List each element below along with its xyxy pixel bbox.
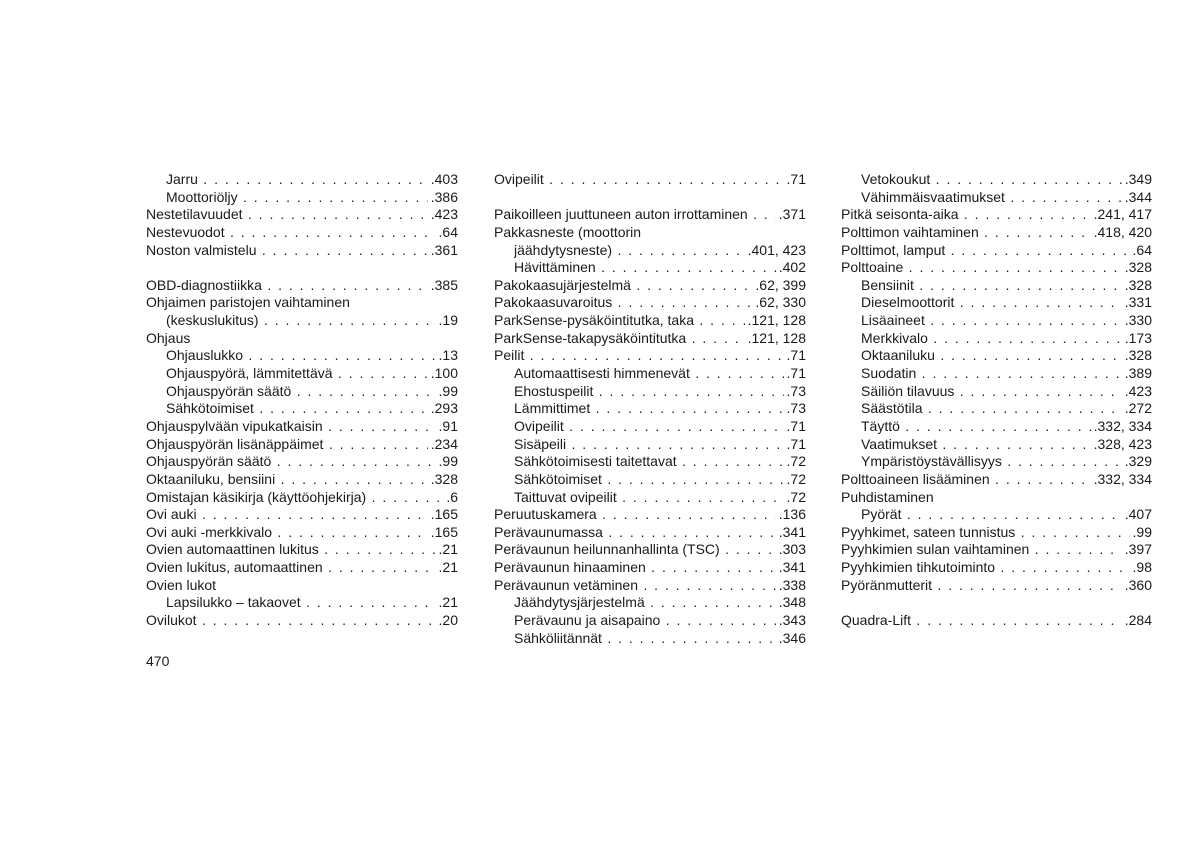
entry-title: Ovilukot . . . — [146, 612, 458, 630]
entry-page-ref: .293 — [428, 400, 458, 418]
entry-title: Ohjauspyörän lisänäppäimet . . . — [146, 436, 458, 454]
page-number: 470 — [146, 653, 170, 669]
entry-page-ref: .397 — [1122, 541, 1152, 559]
entry-page-ref: .241, 417 — [1091, 206, 1152, 224]
entry-title: Polttimot, lamput . . . — [841, 242, 1152, 260]
entry-title: Pitkä seisonta-aika . . . — [841, 206, 1152, 224]
index-spacer — [146, 259, 458, 277]
entry-title: Pyyhkimien sulan vaihtaminen . . . — [841, 541, 1152, 559]
index-subentry — [146, 365, 458, 383]
index-entry — [146, 242, 458, 260]
entry-page-ref: .21 — [436, 594, 458, 612]
index-subentry — [494, 242, 806, 260]
index-entry — [146, 453, 458, 471]
index-subentry — [146, 400, 458, 418]
entry-title: Noston valmistelu . . . — [146, 242, 458, 260]
index-subentry — [841, 453, 1152, 471]
entry-page-ref: .234 — [428, 436, 458, 454]
entry-title: Ohjauspyörän säätö . . . — [166, 383, 458, 401]
entry-page-ref: .71 — [784, 418, 806, 436]
entry-title: Perävaunun heilunnanhallinta (TSC) . . . — [494, 541, 806, 559]
entry-title: Sähkötoimiset . . . — [166, 400, 458, 418]
entry-page-ref: .338 — [776, 577, 806, 595]
index-entry — [146, 294, 458, 312]
entry-title: Quadra-Lift . . . — [841, 612, 1152, 630]
entry-title: Ovi auki . . . — [146, 506, 458, 524]
index-subentry — [841, 436, 1152, 454]
entry-title: Taittuvat ovipeilit . . . — [514, 489, 806, 507]
entry-page-ref: .173 — [1122, 330, 1152, 348]
entry-title: Ohjauslukko . . . — [166, 347, 458, 365]
index-subentry — [494, 471, 806, 489]
entry-page-ref: .99 — [436, 453, 458, 471]
index-subentry — [841, 400, 1152, 418]
entry-title: Ehostuspeilit . . . — [514, 383, 806, 401]
entry-page-ref: .19 — [436, 312, 458, 330]
index-entry — [494, 559, 806, 577]
entry-title: Automaattisesti himmenevät . . . — [514, 365, 806, 383]
index-subentry — [841, 171, 1152, 189]
index-entry — [146, 612, 458, 630]
entry-page-ref: .272 — [1122, 400, 1152, 418]
index-subentry — [841, 347, 1152, 365]
entry-page-ref: .328 — [1122, 259, 1152, 277]
index-entry — [146, 224, 458, 242]
entry-page-ref: .361 — [428, 242, 458, 260]
index-entry — [841, 242, 1152, 260]
entry-title: Ovi auki -merkkivalo . . . — [146, 524, 458, 542]
entry-page-ref: .136 — [776, 506, 806, 524]
entry-page-ref: .344 — [1122, 189, 1152, 207]
entry-page-ref: .328 — [428, 471, 458, 489]
index-entry — [494, 347, 806, 365]
entry-title: Puhdistaminen — [841, 488, 934, 505]
entry-title: ParkSense-pysäköintitutka, taka . . . — [494, 312, 806, 330]
index-subentry — [841, 277, 1152, 295]
entry-page-ref: .303 — [776, 541, 806, 559]
entry-page-ref: .423 — [1122, 383, 1152, 401]
entry-page-ref: .329 — [1122, 453, 1152, 471]
entry-title: Sähkötoimiset . . . — [514, 471, 806, 489]
index-column-1 — [146, 171, 458, 630]
entry-page-ref: .62, 399 — [752, 277, 806, 295]
entry-page-ref: .332, 334 — [1091, 418, 1152, 436]
entry-page-ref: .348 — [776, 594, 806, 612]
entry-page-ref: .121, 128 — [745, 312, 806, 330]
entry-title: Ohjaus — [146, 329, 191, 346]
index-entry — [146, 524, 458, 542]
entry-title: Jarru . . . — [166, 171, 458, 189]
entry-title: Sisäpeili . . . — [514, 436, 806, 454]
entry-page-ref: .401, 423 — [745, 242, 806, 260]
index-entry — [841, 577, 1152, 595]
entry-title: Pyyhkimien tihkutoiminto . . . — [841, 559, 1152, 577]
index-entry — [841, 524, 1152, 542]
entry-page-ref: .62, 330 — [752, 294, 806, 312]
entry-title: Bensiinit . . . — [861, 277, 1152, 295]
index-subentry — [146, 347, 458, 365]
entry-title: Dieselmoottorit . . . — [861, 294, 1152, 312]
index-entry — [494, 277, 806, 295]
entry-title: Omistajan käsikirja (käyttöohjekirja) . . . — [146, 489, 458, 507]
index-entry — [494, 171, 806, 189]
entry-page-ref: .402 — [776, 259, 806, 277]
entry-title: Suodatin . . . — [861, 365, 1152, 383]
entry-page-ref: .71 — [784, 347, 806, 365]
entry-title: Nestetilavuudet . . . — [146, 206, 458, 224]
index-entry — [146, 206, 458, 224]
entry-title: Perävaunumassa . . . — [494, 524, 806, 542]
index-entry — [146, 489, 458, 507]
index-entry — [146, 277, 458, 295]
entry-page-ref: .349 — [1122, 171, 1152, 189]
index-entry — [841, 206, 1152, 224]
index-entry — [494, 206, 806, 224]
index-subentry — [841, 294, 1152, 312]
entry-title: Vaatimukset . . . — [861, 436, 1152, 454]
entry-page-ref: .343 — [776, 612, 806, 630]
entry-page-ref: .99 — [436, 383, 458, 401]
entry-page-ref: .386 — [428, 189, 458, 207]
index-entry — [146, 577, 458, 595]
entry-page-ref: .21 — [436, 541, 458, 559]
entry-title: Pyyhkimet, sateen tunnistus . . . — [841, 524, 1152, 542]
entry-title: Pakokaasujärjestelmä . . . — [494, 277, 806, 295]
entry-page-ref: .72 — [784, 471, 806, 489]
index-subentry — [841, 418, 1152, 436]
index-entry — [494, 524, 806, 542]
entry-title: Vähimmäisvaatimukset . . . — [861, 189, 1152, 207]
entry-title: Pakkasneste (moottorin — [494, 223, 642, 240]
entry-page-ref: .21 — [436, 559, 458, 577]
index-subentry — [146, 189, 458, 207]
entry-page-ref: .385 — [428, 277, 458, 295]
entry-title: (keskuslukitus) . . . — [166, 312, 458, 330]
entry-title: Säiliön tilavuus . . . — [861, 383, 1152, 401]
entry-page-ref: .331 — [1122, 294, 1152, 312]
entry-page-ref: .73 — [784, 400, 806, 418]
entry-title: Paikoilleen juuttuneen auton irrottaminen . . . — [494, 206, 806, 224]
entry-page-ref: .6 — [443, 489, 458, 507]
entry-page-ref: .407 — [1122, 506, 1152, 524]
entry-title: Pyöränmutterit . . . — [841, 577, 1152, 595]
entry-title: Perävaunun vetäminen . . . — [494, 577, 806, 595]
entry-page-ref: .332, 334 — [1091, 471, 1152, 489]
index-subentry — [841, 383, 1152, 401]
entry-page-ref: .389 — [1122, 365, 1152, 383]
index-subentry — [494, 453, 806, 471]
entry-title: Täyttö . . . — [861, 418, 1152, 436]
index-entry — [841, 489, 1152, 507]
index-entry — [494, 541, 806, 559]
index-subentry — [494, 418, 806, 436]
entry-title: Lisäaineet . . . — [861, 312, 1152, 330]
index-entry — [146, 436, 458, 454]
entry-page-ref: .121, 128 — [745, 330, 806, 348]
index-entry — [146, 418, 458, 436]
entry-page-ref: .13 — [436, 347, 458, 365]
index-column-2 — [494, 171, 806, 647]
index-entry — [841, 224, 1152, 242]
entry-title: Nestevuodot . . . — [146, 224, 458, 242]
index-entry — [146, 559, 458, 577]
index-subentry — [494, 365, 806, 383]
entry-page-ref: .71 — [784, 436, 806, 454]
index-subentry — [841, 312, 1152, 330]
entry-title: Ovien automaattinen lukitus . . . — [146, 541, 458, 559]
entry-title: Hävittäminen . . . — [514, 259, 806, 277]
entry-page-ref: .64 — [436, 224, 458, 242]
entry-title: Jäähdytysjärjestelmä . . . — [514, 594, 806, 612]
index-entry — [841, 541, 1152, 559]
entry-page-ref: .64 — [1130, 242, 1152, 260]
entry-title: jäähdytysneste) . . . — [514, 242, 806, 260]
entry-page-ref: .360 — [1122, 577, 1152, 595]
entry-title: Ohjauspyörän säätö . . . — [146, 453, 458, 471]
entry-title: Ohjaimen paristojen vaihtaminen — [146, 294, 350, 311]
entry-title: Sähkötoimisesti taitettavat . . . — [514, 453, 806, 471]
entry-page-ref: .328 — [1122, 347, 1152, 365]
entry-page-ref: .423 — [428, 206, 458, 224]
index-subentry — [146, 383, 458, 401]
entry-title: Lämmittimet . . . — [514, 400, 806, 418]
entry-page-ref: .330 — [1122, 312, 1152, 330]
index-entry — [146, 506, 458, 524]
index-subentry — [494, 259, 806, 277]
entry-page-ref: .71 — [784, 365, 806, 383]
entry-title: Merkkivalo . . . — [861, 330, 1152, 348]
entry-title: Ohjauspyörä, lämmitettävä . . . — [166, 365, 458, 383]
index-subentry — [494, 612, 806, 630]
index-subentry — [494, 594, 806, 612]
index-entry — [146, 541, 458, 559]
index-entry — [494, 577, 806, 595]
entry-page-ref: .72 — [784, 453, 806, 471]
index-subentry — [841, 189, 1152, 207]
entry-title: OBD-diagnostiikka . . . — [146, 277, 458, 295]
index-entry — [494, 294, 806, 312]
entry-title: Lapsilukko – takaovet . . . — [166, 594, 458, 612]
entry-page-ref: .71 — [784, 171, 806, 189]
entry-title: Polttimon vaihtaminen . . . — [841, 224, 1152, 242]
index-subentry — [146, 171, 458, 189]
entry-title: Pyörät . . . — [861, 506, 1152, 524]
entry-title: Polttoaine . . . — [841, 259, 1152, 277]
index-entry — [494, 506, 806, 524]
entry-title: Peruutuskamera . . . — [494, 506, 806, 524]
entry-title: Vetokoukut . . . — [861, 171, 1152, 189]
entry-page-ref: .91 — [436, 418, 458, 436]
entry-title: Ovien lukitus, automaattinen . . . — [146, 559, 458, 577]
index-column-3 — [841, 171, 1152, 630]
entry-page-ref: .284 — [1122, 612, 1152, 630]
entry-title: Sähköliitännät . . . — [514, 630, 806, 648]
index-entry — [494, 312, 806, 330]
entry-title: Perävaunun hinaaminen . . . — [494, 559, 806, 577]
index-subentry — [494, 436, 806, 454]
entry-page-ref: .99 — [1130, 524, 1152, 542]
index-entry — [146, 330, 458, 348]
entry-title: Oktaaniluku, bensiini . . . — [146, 471, 458, 489]
index-spacer — [841, 594, 1152, 612]
entry-page-ref: .328 — [1122, 277, 1152, 295]
entry-page-ref: .346 — [776, 630, 806, 648]
entry-page-ref: .165 — [428, 506, 458, 524]
index-subentry — [841, 506, 1152, 524]
entry-title: Perävaunu ja aisapaino . . . — [514, 612, 806, 630]
entry-page-ref: .98 — [1130, 559, 1152, 577]
entry-page-ref: .100 — [428, 365, 458, 383]
index-entry — [494, 224, 806, 242]
entry-title: Oktaaniluku . . . — [861, 347, 1152, 365]
index-subentry — [494, 383, 806, 401]
index-entry — [841, 559, 1152, 577]
index-subentry — [841, 330, 1152, 348]
entry-page-ref: .371 — [776, 206, 806, 224]
entry-page-ref: .20 — [436, 612, 458, 630]
entry-title: Polttoaineen lisääminen . . . — [841, 471, 1152, 489]
entry-title: Peilit . . . — [494, 347, 806, 365]
index-subentry — [841, 365, 1152, 383]
index-spacer — [494, 189, 806, 207]
index-subentry — [494, 630, 806, 648]
entry-page-ref: .72 — [784, 489, 806, 507]
index-entry — [841, 259, 1152, 277]
index-subentry — [146, 594, 458, 612]
index-subentry — [494, 489, 806, 507]
entry-title: Ympäristöystävällisyys . . . — [861, 453, 1152, 471]
entry-title: Ovipeilit . . . — [514, 418, 806, 436]
entry-page-ref: .73 — [784, 383, 806, 401]
index-entry — [146, 471, 458, 489]
index-entry — [841, 471, 1152, 489]
entry-page-ref: .341 — [776, 524, 806, 542]
entry-title: Ohjauspylvään vipukatkaisin . . . — [146, 418, 458, 436]
entry-page-ref: .403 — [428, 171, 458, 189]
entry-title: ParkSense-takapysäköintitutka . . . — [494, 330, 806, 348]
entry-page-ref: .165 — [428, 524, 458, 542]
entry-title: Pakokaasuvaroitus . . . — [494, 294, 806, 312]
entry-title: Ovien lukot — [146, 576, 217, 593]
index-subentry — [494, 400, 806, 418]
entry-title: Ovipeilit . . . — [494, 171, 806, 189]
entry-title: Säästötila . . . — [861, 400, 1152, 418]
entry-page-ref: .328, 423 — [1091, 436, 1152, 454]
entry-page-ref: .418, 420 — [1091, 224, 1152, 242]
entry-page-ref: .341 — [776, 559, 806, 577]
index-entry — [841, 612, 1152, 630]
index-subentry — [146, 312, 458, 330]
entry-title: Moottoriöljy . . . — [166, 189, 458, 207]
index-entry — [494, 330, 806, 348]
